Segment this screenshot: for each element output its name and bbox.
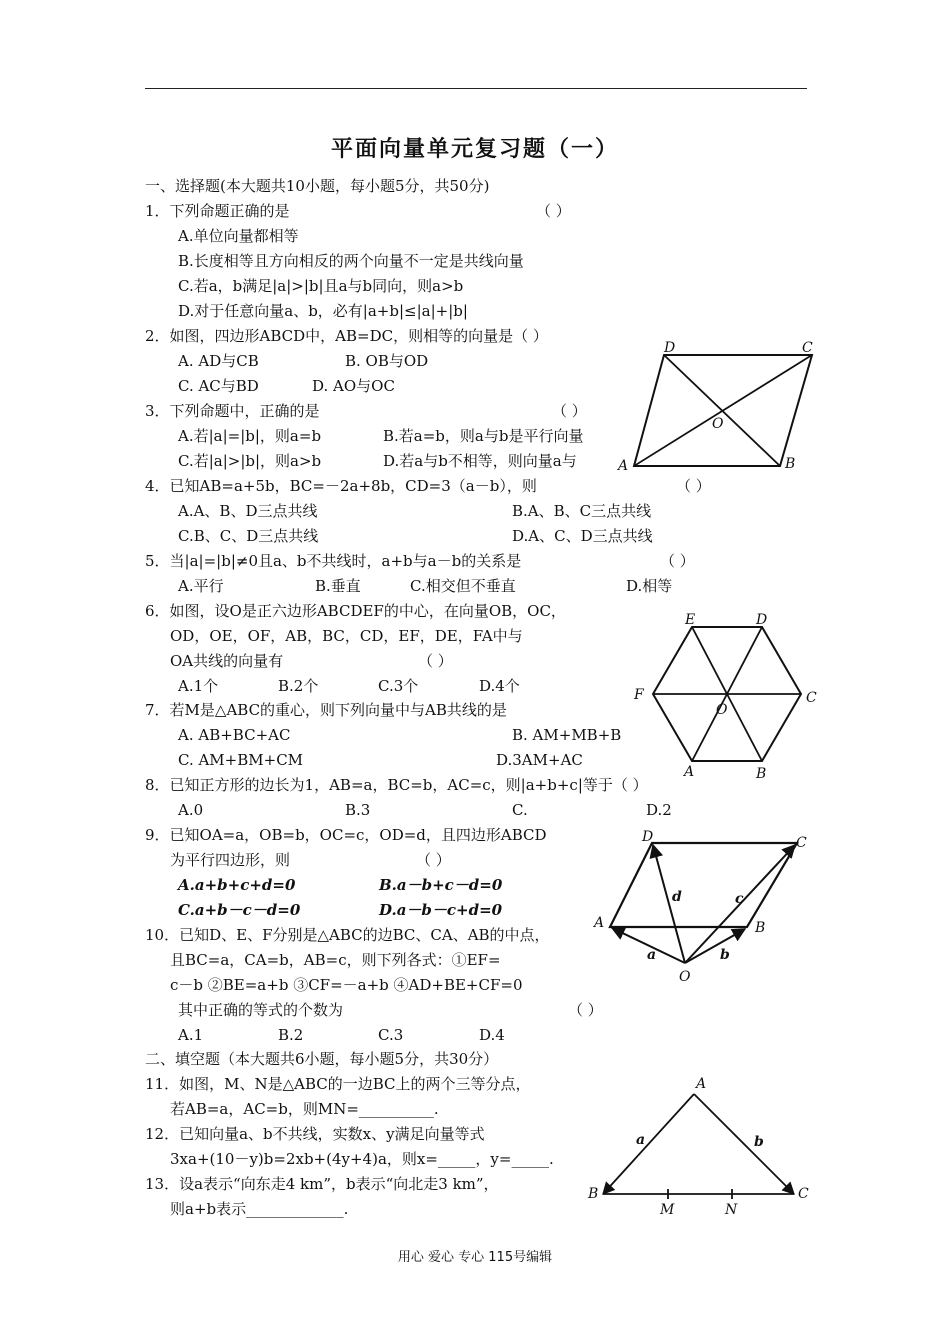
q8-stem: 8．已知正方形的边长为1，AB=a，BC=b，AC=c，则|a+b+c|等于（ ） [145,776,648,794]
figure-q2-parallelogram [612,338,827,473]
q11-stem-line1: 11．如图，M、N是△ABC的一边BC上的两个三等分点， [145,1075,531,1093]
q6-option-a: A.1个 [178,677,219,695]
q9-option-b: B.a－b+c－d=0 [379,876,503,894]
q6-stem-line3: OA共线的向量有 [170,652,284,670]
q8-option-c: C. [512,801,528,819]
label-a: A [696,1076,707,1092]
q3-answer-paren: （ ） [552,402,587,420]
q10-stem-line1: 10．已知D、E、F分别是△ABC的边BC、CA、AB的中点， [145,926,550,944]
q13-stem-line2: 则a+b表示_____________. [170,1200,349,1218]
section-choice-heading: 一、选择题(本大题共10小题，每小题5分，共50分) [145,177,490,195]
q4-option-c: C.B、C、D三点共线 [178,527,319,545]
q10-stem-line4: 其中正确的等式的个数为 [178,1001,344,1019]
q5-stem: 5．当|a|=|b|≠0且a、b不共线时，a+b与a－b的关系是 [145,552,522,570]
q12-stem-line1: 12．已知向量a、b不共线，实数x、y满足向量等式 [145,1125,485,1143]
q2-option-d: D. AO与OC [312,377,395,395]
q6-option-c: C.3个 [378,677,419,695]
label-c: C [802,340,813,356]
figure-q11-triangle [584,1072,819,1222]
q7-option-c: C. AM+BM+CM [178,751,304,769]
label-b: B [756,766,767,782]
q9-option-a: A.a+b+c+d=0 [178,876,296,894]
q12-stem-line2: 3xa+(10－y)b=2xb+(4y+4)a，则x=_____，y=_____. [170,1150,554,1168]
figure-q9-vectors [592,825,812,985]
q13-stem-line1: 13．设a表示“向东走4 km”，b表示“向北走3 km”， [145,1175,499,1193]
page-title: 平面向量单元复习题（一） [330,136,619,162]
label-c: C [796,835,807,851]
label-o: O [679,969,691,985]
q5-option-c: C.相交但不垂直 [410,577,516,595]
q9-option-d: D.a－b－c+d=0 [379,901,503,919]
q6-stem-line1: 6．如图，设O是正六边形ABCDEF的中心，在向量OB，OC， [145,602,566,620]
q1-option-b: B.长度相等且方向相反的两个向量不一定是共线向量 [178,252,524,270]
q11-stem-line2: 若AB=a，AC=b，则MN=__________. [170,1100,439,1118]
q4-option-b: B.A、B、C三点共线 [512,502,652,520]
q8-option-b: B.3 [345,801,371,819]
label-o: O [712,416,724,432]
q1-answer-paren: （ ） [536,202,571,220]
q7-option-d: D.3AM+AC [496,751,583,769]
q10-option-d: D.4 [479,1026,505,1044]
q5-option-b: B.垂直 [315,577,361,595]
header-rule [145,88,807,89]
q10-answer-paren: （ ） [568,1001,603,1019]
q6-stem-line2: OD，OE，OF，AB，BC，CD，EF，DE，FA中与 [170,627,523,645]
q9-stem-line1: 9．已知OA=a，OB=b，OC=c，OD=d，且四边形ABCD [145,826,547,844]
q6-option-b: B.2个 [278,677,319,695]
q5-option-a: A.平行 [178,577,224,595]
label-vec-b: b [720,947,730,963]
q7-option-b: B. AM+MB+B [512,726,622,744]
q4-answer-paren: （ ） [676,477,711,495]
q4-option-a: A.A、B、D三点共线 [178,502,318,520]
q2-option-b: B. OB与OD [345,352,429,370]
label-b: B [785,456,796,472]
q3-option-b: B.若a=b，则a与b是平行向量 [383,427,584,445]
section-fill-heading: 二、填空题（本大题共6小题，每小题5分，共30分） [145,1050,499,1068]
q2-stem: 2．如图，四边形ABCD中，AB=DC，则相等的向量是（ ） [145,327,548,345]
q3-stem: 3．下列命题中，正确的是 [145,402,320,420]
label-vec-a: a [636,1132,646,1148]
q7-option-a: A. AB+BC+AC [178,726,291,744]
q2-option-a: A. AD与CB [178,352,259,370]
label-vec-b: b [754,1134,764,1150]
q3-option-c: C.若|a|>|b|，则a>b [178,452,322,470]
q9-stem-line2: 为平行四边形，则 [170,851,291,869]
label-o: O [716,702,728,718]
q5-option-d: D.相等 [626,577,673,595]
q10-stem-line3: c－b ②BE=a+b ③CF=－a+b ④AD+BE+CF=0 [170,976,523,994]
q9-option-c: C.a+b－c－d=0 [178,901,301,919]
page-footer: 用心 爱心 专心 115号编辑 [397,1250,553,1265]
label-d: D [756,612,768,628]
label-a: A [594,915,605,931]
q1-stem: 1．下列命题正确的是 [145,202,290,220]
q6-answer-paren: （ ） [418,652,453,670]
label-d: D [642,829,654,845]
q4-option-d: D.A、C、D三点共线 [512,527,653,545]
q5-answer-paren: （ ） [660,552,695,570]
label-vec-c: c [735,891,744,907]
q10-option-c: C.3 [378,1026,404,1044]
q1-option-c: C.若a，b满足|a|>|b|且a与b同向，则a>b [178,277,464,295]
q2-option-c: C. AC与BD [178,377,259,395]
q1-option-d: D.对于任意向量a、b，必有|a+b|≤|a|+|b| [178,302,468,320]
label-d: D [664,340,676,356]
label-n: N [725,1202,738,1218]
q9-answer-paren: （ ） [416,851,451,869]
q3-option-d: D.若a与b不相等，则向量a与 [383,452,577,470]
label-b: B [755,920,766,936]
label-f: F [634,687,644,703]
q8-option-a: A.0 [178,801,204,819]
label-b: B [588,1186,599,1202]
q7-stem: 7．若M是△ABC的重心，则下列向量中与AB共线的是 [145,701,507,719]
q10-option-b: B.2 [278,1026,304,1044]
figure-q6-hexagon [630,610,825,785]
label-vec-d: d [672,889,682,905]
q8-option-d: D.2 [646,801,672,819]
label-a: A [618,458,629,474]
label-e: E [685,612,696,628]
q3-option-a: A.若|a|=|b|，则a=b [178,427,322,445]
q1-option-a: A.单位向量都相等 [178,227,299,245]
q10-stem-line2: 且BC=a，CA=b，AB=c，则下列各式：①EF= [170,951,501,969]
q4-stem: 4．已知AB=a+5b，BC=－2a+8b，CD=3（a－b），则 [145,477,537,495]
label-c: C [798,1186,809,1202]
label-c: C [806,690,817,706]
q10-option-a: A.1 [178,1026,204,1044]
label-m: M [660,1202,675,1218]
label-vec-a: a [647,947,657,963]
label-a: A [684,764,695,780]
q6-option-d: D.4个 [479,677,520,695]
